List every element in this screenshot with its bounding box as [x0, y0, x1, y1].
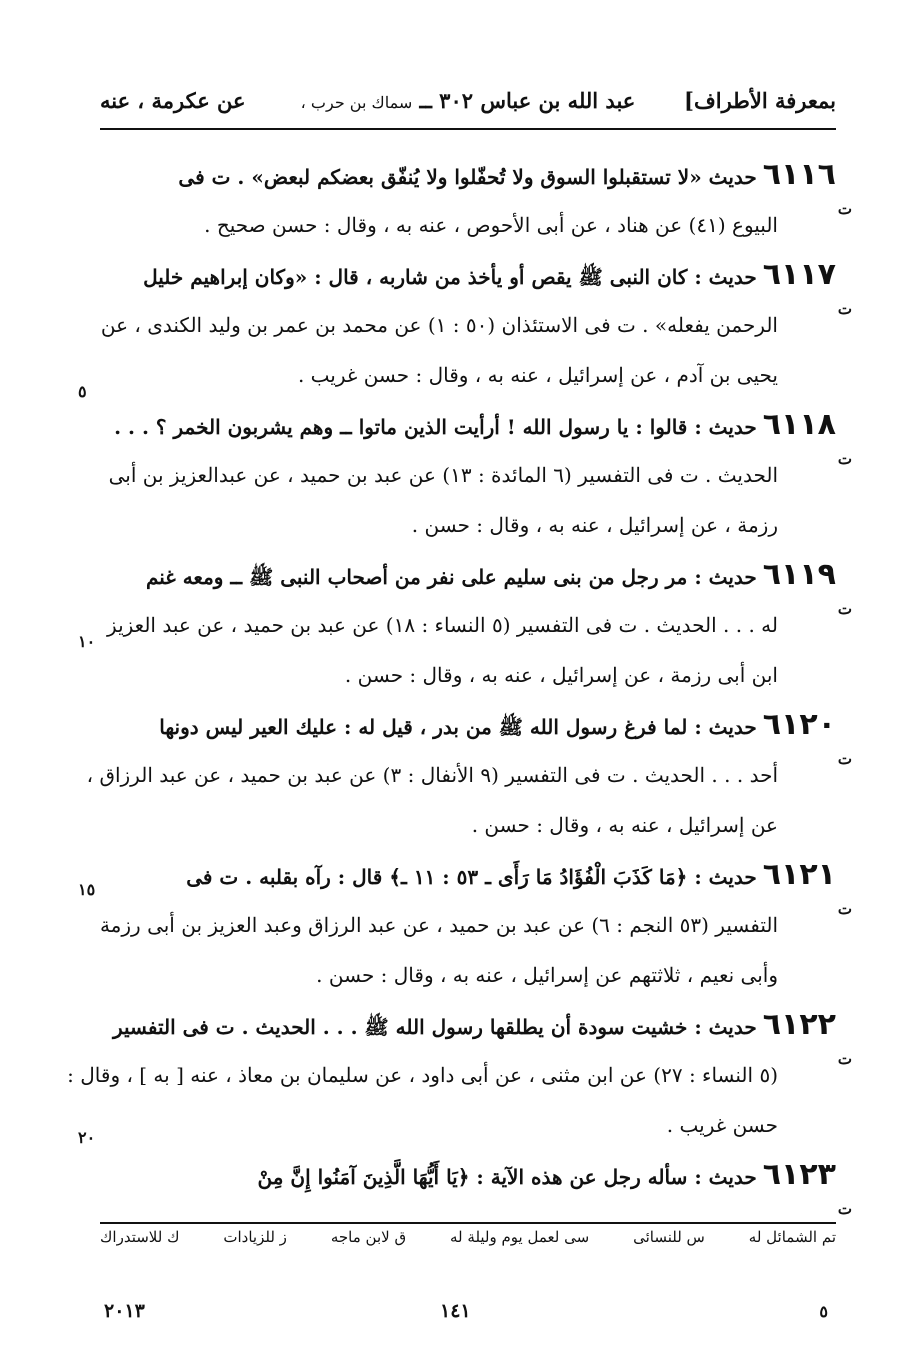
- text-line: [100, 850, 852, 918]
- hadith-text: ابن أبى رزمة ، عن إسرائيل ، عنه به ، وقال : حسن .: [344, 663, 778, 687]
- siglum: ك للاستدراك: [100, 1228, 180, 1246]
- hadith-text: (٥ النساء : ٢٧) عن ابن مثنى ، عن أبى داود ، عن سليمان بن معاذ ، عنه [ به ] ، وقال :: [67, 1063, 778, 1087]
- tirmidhi-mark: ت: [837, 600, 852, 618]
- text-line: [100, 800, 836, 850]
- text-line: [100, 300, 836, 350]
- page-number: ١٤١: [440, 1300, 471, 1322]
- tirmidhi-mark: ت: [837, 450, 852, 468]
- text-line: [100, 950, 836, 1000]
- text-line: [86, 750, 836, 800]
- hadith-entry: [100, 250, 852, 400]
- header-rule: [100, 128, 836, 130]
- header-right: بمعرفة الأطراف]: [684, 88, 836, 113]
- hadith-text: أحد . . . الحديث . ت فى التفسير (٩ الأنفال : ٣) عن عبد بن حميد ، عن عبد الرزاق ،: [86, 763, 778, 787]
- header-left: عن عكرمة ، عنه: [100, 88, 246, 113]
- hadith-text: رزمة ، عن إسرائيل ، عنه به ، وقال : حسن .: [411, 513, 778, 537]
- hadith-number: ٦١٢٣: [762, 1157, 836, 1192]
- text-line: [100, 400, 852, 468]
- hadith-text: الحديث . ت فى التفسير (٦ المائدة : ١٣) عن عبد بن حميد ، عن عبدالعزيز بن أبى: [108, 463, 778, 487]
- tirmidhi-mark: ت: [837, 1200, 852, 1218]
- hadith-entry: [100, 400, 852, 550]
- hadith-entry: [100, 550, 852, 700]
- text-line: [100, 500, 836, 550]
- tirmidhi-mark: ت: [837, 1050, 852, 1068]
- text-line: [100, 1100, 836, 1150]
- text-line: [100, 450, 836, 500]
- margin-number: ٥: [78, 382, 87, 401]
- hadith-text: يحيى بن آدم ، عن إسرائيل ، عنه به ، وقال : حسن غريب .: [297, 363, 778, 387]
- hadith-text: حديث : مر رجل من بنى سليم على نفر من أصحاب النبى ﷺ ــ ومعه غنم: [145, 565, 757, 589]
- siglum: سى لعمل يوم وليلة له: [450, 1228, 590, 1246]
- hadith-text: حسن غريب .: [666, 1113, 778, 1137]
- text-line: [100, 200, 836, 250]
- text-line: [100, 550, 852, 618]
- tirmidhi-mark: ت: [837, 300, 852, 318]
- hadith-number: ٦١٢٠: [762, 707, 836, 742]
- hadith-text: حديث : قالوا : يا رسول الله ! أرأيت الذين ماتوا ــ وهم يشربون الخمر ؟ . . .: [114, 415, 757, 439]
- text-line: [100, 150, 852, 218]
- margin-number: ٢٠: [78, 1128, 96, 1147]
- hadith-text: حديث : خشيت سودة أن يطلقها رسول الله ﷺ . . . الحديث . ت فى التفسير: [112, 1015, 757, 1039]
- siglum: ق لابن ماجه: [330, 1228, 407, 1246]
- tirmidhi-mark: ت: [837, 900, 852, 918]
- hadith-text: حديث : لما فرغ رسول الله ﷺ من بدر ، قيل له : عليك العير ليس دونها: [159, 715, 757, 739]
- siglum: تم الشمائل له: [748, 1228, 836, 1246]
- hadith-number: ٦١١٩: [762, 557, 836, 592]
- text-line: [100, 650, 836, 700]
- hadith-number: ٦١١٧: [762, 257, 836, 292]
- hadith-entry: [99, 850, 852, 1000]
- text-line: [100, 1000, 852, 1068]
- tirmidhi-mark: ت: [837, 750, 852, 768]
- siglum: ز للزيادات: [223, 1228, 287, 1246]
- hadith-number: ٦١١٨: [762, 407, 836, 442]
- footer-right-number: ٥: [819, 1302, 828, 1321]
- hadith-entry: [100, 150, 852, 250]
- hadith-text: حديث : كان النبى ﷺ يقص أو يأخذ من شاربه ، قال : «وكان إبراهيم خليل: [143, 265, 757, 289]
- hadith-text: حديث «لا تستقبلوا السوق ولا تُحفّلوا ولا يُنفّق بعضكم لبعض» . ت فى: [178, 165, 757, 189]
- hadith-text: حديث : سأله رجل عن هذه الآية : ﴿يَا أَيُّهَا الَّذِينَ آمَنُوا إِنَّ مِنْ: [257, 1165, 757, 1189]
- sigla-legend: [100, 1228, 836, 1258]
- hadith-text: وأبى نعيم ، ثلاثتهم عن إسرائيل ، عنه به ، وقال : حسن .: [316, 963, 778, 987]
- tirmidhi-mark: ت: [837, 200, 852, 218]
- footer-rule: [100, 1222, 836, 1224]
- text-line: [100, 900, 836, 950]
- hadith-text: التفسير (٥٣ النجم : ٦) عن عبد بن حميد ، عن عبد الرزاق وعبد العزيز بن أبى رزمة: [99, 913, 778, 937]
- text-line: [100, 700, 852, 768]
- siglum: س للنسائى: [633, 1228, 705, 1246]
- hadith-entry: [100, 1150, 852, 1218]
- hadith-text: الرحمن يفعله» . ت فى الاستئذان (٥٠ : ١) عن محمد بن عمر بن وليد الكندى ، عن: [100, 313, 778, 337]
- hadith-number: ٦١١٦: [762, 157, 836, 192]
- text-line: [100, 600, 836, 650]
- hadith-text: عن إسرائيل ، عنه به ، وقال : حسن .: [471, 813, 778, 837]
- margin-number: ١٥: [78, 880, 96, 899]
- header-center-small: سماك بن حرب ،: [300, 93, 413, 112]
- running-header: [100, 82, 836, 122]
- text-line: [100, 250, 852, 318]
- margin-number: ١٠: [78, 632, 96, 651]
- footer-left-number: ٢٠١٣: [104, 1300, 145, 1322]
- text-line: [100, 1150, 852, 1218]
- hadith-entry: [86, 700, 852, 850]
- header-center-main: عبد الله بن عباس ٣٠٢ ــ: [419, 88, 636, 113]
- hadith-number: ٦١٢٢: [762, 1007, 836, 1042]
- hadith-text: حديث : ﴿مَا كَذَبَ الْفُؤَادُ مَا رَأَى ـ ٥٣ : ١١ ـ﴾ قال : رآه بقلبه . ت فى: [186, 865, 757, 889]
- hadith-text: البيوع (٤١) عن هناد ، عن أبى الأحوص ، عنه به ، وقال : حسن صحيح .: [204, 213, 778, 237]
- text-line: [100, 350, 836, 400]
- hadith-number: ٦١٢١: [762, 857, 836, 892]
- hadith-text: له . . . الحديث . ت فى التفسير (٥ النساء : ١٨) عن عبد بن حميد ، عن عبد العزيز: [107, 613, 778, 637]
- text-line: [67, 1050, 836, 1100]
